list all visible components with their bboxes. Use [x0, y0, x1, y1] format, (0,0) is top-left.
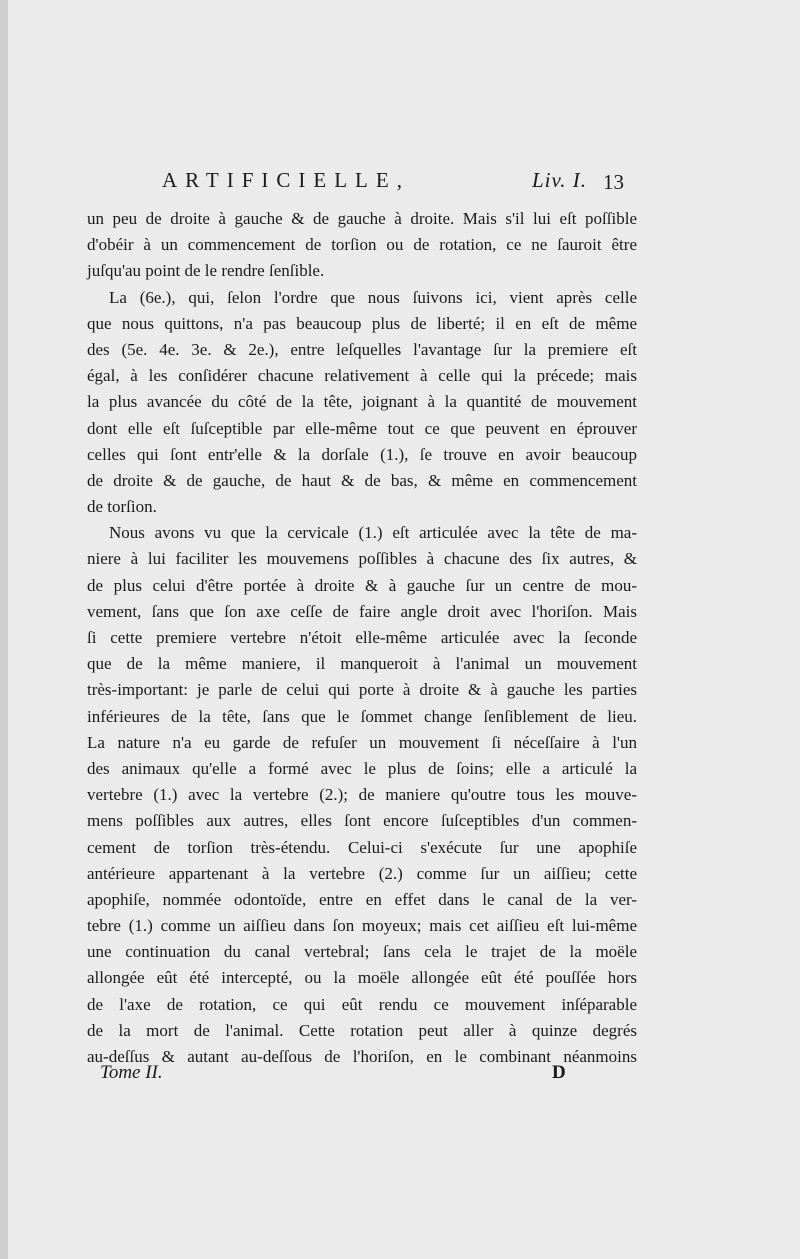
text-line: antérieure appartenant à la vertebre (2.) comme ſur un aiſſieu; cette	[87, 863, 637, 883]
text-line: juſqu'au point de le rendre ſenſible.	[87, 261, 325, 281]
text-line: vertebre (1.) avec la vertebre (2.); de maniere qu'outre tous les mouve-	[87, 785, 637, 805]
text-line: des (5e. 4e. 3e. & 2e.), entre leſquelles l'avantage ſur la premiere eſt	[87, 339, 637, 359]
text-line: vement, ſans que ſon axe ceſſe de faire angle droit avec l'horiſon. Mais	[87, 601, 637, 621]
text-line: un peu de droite à gauche & de gauche à droite. Mais s'il lui eſt poſſible	[87, 209, 637, 228]
running-title: ARTIFICIELLE,	[162, 168, 410, 192]
text-line: allongée eût été intercepté, ou la moële allongée eût été pouſſée hors	[87, 968, 637, 988]
running-head	[100, 168, 660, 204]
text-line: tebre (1.) comme un aiſſieu dans ſon moyeux; mais cet aiſſieu eſt lui-même	[87, 916, 637, 936]
text-line: de torſion.	[87, 497, 157, 517]
text-line: la plus avancée du côté de la tête, joignant à la quantité de mouvement	[87, 392, 637, 412]
text-line: au-deſſus & autant au-deſſous de l'horiſon, en le combinant néanmoins	[87, 1047, 637, 1066]
text-line: des animaux qu'elle a formé avec le plus de ſoins; elle a articulé la	[87, 758, 637, 778]
text-line: celles qui ſont entr'elle & la dorſale (1.), ſe trouve en avoir beaucoup	[87, 444, 637, 464]
text-line: La (6e.), qui, ſelon l'ordre que nous ſuivons ici, vient après celle	[109, 287, 637, 307]
text-line: égal, à les conſidérer chacune relativement à celle qui la précede; mais	[87, 366, 637, 386]
body-text	[87, 206, 637, 1070]
signature-mark: D	[552, 1062, 566, 1083]
text-line: La nature n'a eu garde de refuſer un mouvement ſi néceſſaire à l'un	[87, 732, 637, 752]
text-line: de plus celui d'être portée à droite & à gauche ſur un centre de mou-	[87, 575, 637, 595]
text-line: très-important: je parle de celui qui porte à droite & à gauche les parties	[87, 680, 637, 700]
text-line: apophiſe, nommée odontoïde, entre en effet dans le canal de la ver-	[87, 889, 637, 909]
volume-label: Tome II.	[100, 1062, 163, 1083]
text-line: de la mort de l'animal. Cette rotation peut aller à quinze degrés	[87, 1020, 637, 1040]
text-line: dont elle eſt ſuſceptible par elle-même tout ce que peuvent en éprouver	[87, 418, 637, 438]
text-line: niere à lui faciliter les mouvemens poſſibles à chacune des ſix autres, &	[87, 549, 637, 569]
text-line: une continuation du canal vertebral; ſans cela le trajet de la moële	[87, 942, 637, 962]
text-line: de droite & de gauche, de haut & de bas, & même en commencement	[87, 470, 637, 490]
text-line: Nous avons vu que la cervicale (1.) eſt articulée avec la tête de ma-	[109, 523, 637, 543]
text-line: que nous quittons, n'a pas beaucoup plus de liberté; il en eſt de même	[87, 313, 637, 333]
page-edge	[0, 0, 8, 1259]
running-book-number: Liv. I.	[532, 168, 588, 192]
text-line: mens poſſibles aux autres, elles ſont encore ſuſceptibles d'un commen-	[87, 811, 637, 831]
page-number: 13	[603, 170, 624, 194]
text-line: d'obéir à un commencement de torſion ou de rotation, ce ne ſauroit être	[87, 235, 637, 255]
text-line: inférieures de la tête, ſans que le ſommet change ſenſiblement de lieu.	[87, 706, 637, 726]
text-line: ſi cette premiere vertebre n'étoit elle-même articulée avec la ſeconde	[87, 628, 637, 647]
text-line: cement de torſion très-étendu. Celui-ci s'exécute ſur une apophiſe	[87, 837, 637, 857]
text-line: que de la même maniere, il manqueroit à l'animal un mouvement	[87, 654, 637, 674]
text-line: de l'axe de rotation, ce qui eût rendu ce mouvement inſéparable	[87, 994, 637, 1014]
page-footer	[100, 1062, 600, 1092]
